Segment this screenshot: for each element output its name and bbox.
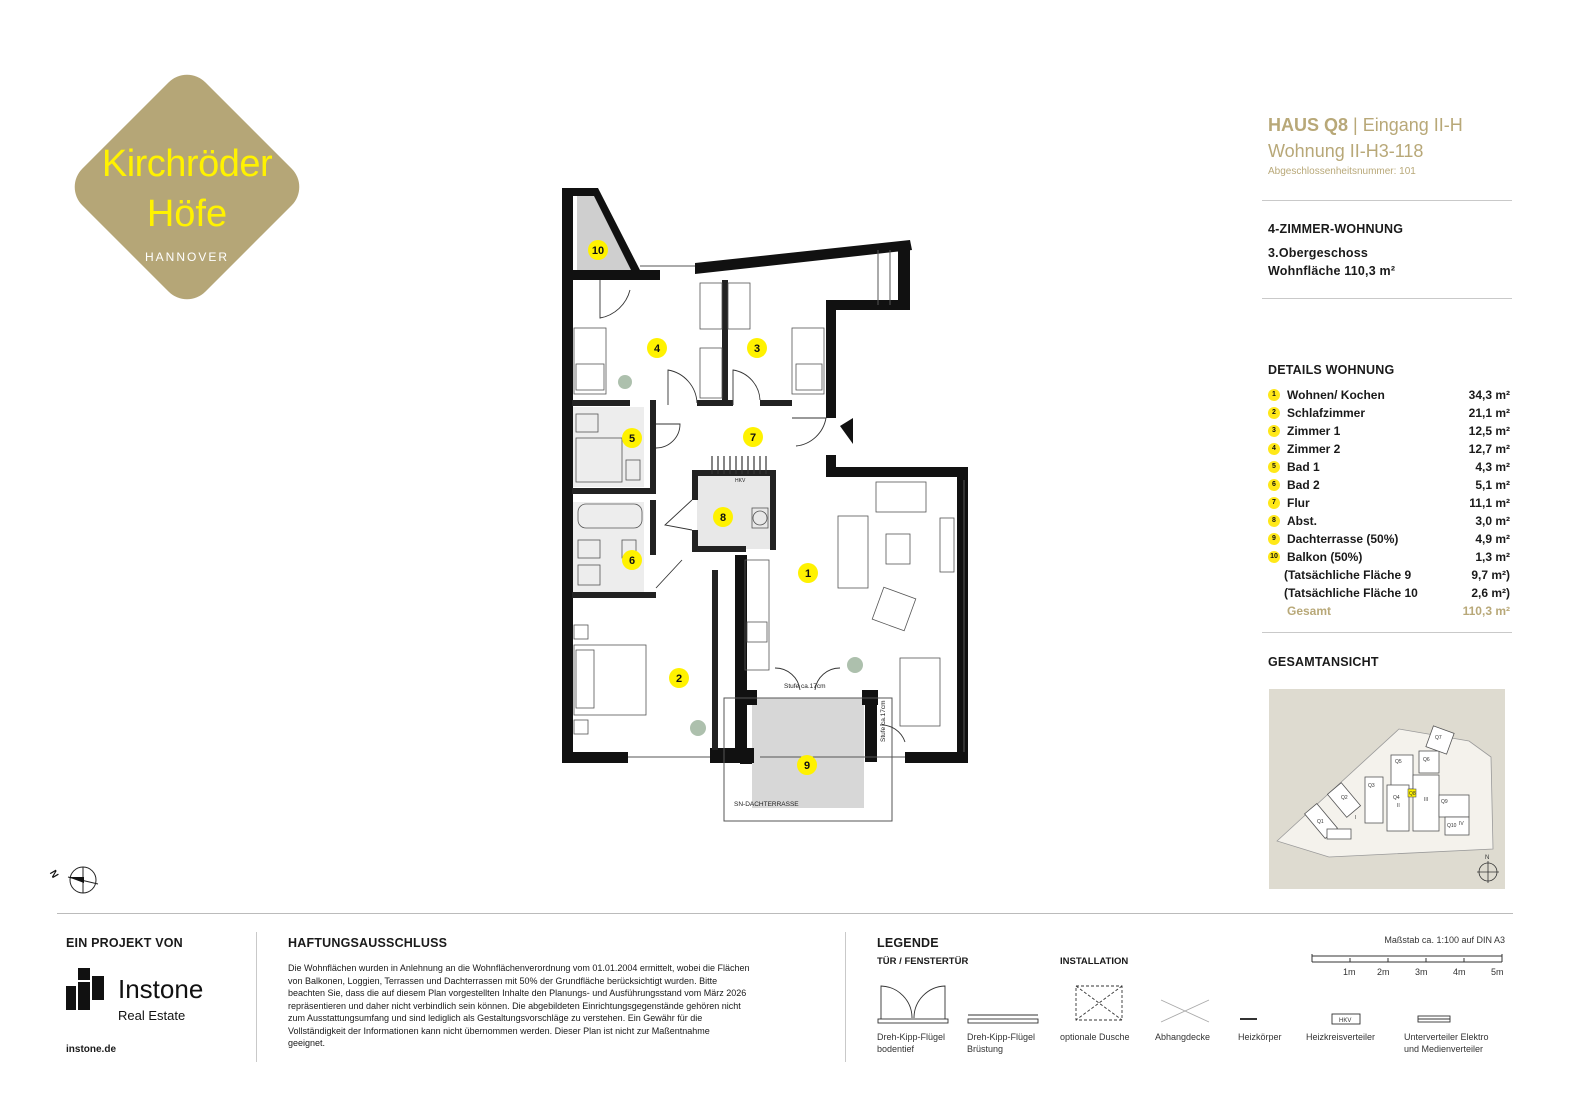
company-name: Instone [118, 974, 204, 1004]
legend-dusche: optionale Dusche [1060, 1032, 1130, 1042]
ceiling-icon [1161, 1000, 1209, 1022]
legend-unter-line1: Unterverteiler Elektro [1404, 1032, 1489, 1042]
room-row [1268, 550, 1510, 568]
legend-unter-line2: und Medienverteiler [1404, 1044, 1484, 1054]
footer-vdivider [845, 932, 846, 1062]
room-label: Schlafzimmer [1287, 406, 1366, 420]
svg-text:Q5: Q5 [1395, 759, 1402, 765]
header-title [1268, 115, 1463, 136]
actual-area-row [1268, 568, 1510, 586]
haus-label: HAUS Q8 [1268, 115, 1349, 135]
room-marker-number: 7 [749, 432, 757, 444]
instone-logo [66, 968, 266, 1028]
company-sub: Real Estate [118, 1008, 186, 1023]
door-parapet-icon [968, 1015, 1038, 1023]
room-area: 1,3 m² [1475, 550, 1510, 564]
room-area: 12,7 m² [1468, 442, 1510, 456]
svg-text:IV: IV [1459, 821, 1464, 827]
room-area: 12,5 m² [1468, 424, 1510, 438]
svg-text:Q7: Q7 [1435, 735, 1442, 741]
compass [48, 862, 104, 898]
haftung-line: zum Ausstattungsumfang und sind lediglich als Gestaltungsvorschläge zu verstehen. Ein Gewähr für die [288, 1013, 703, 1023]
room-area: 4,9 m² [1475, 532, 1510, 546]
svg-text:Q9: Q9 [1441, 799, 1448, 805]
room-label: Zimmer 1 [1287, 424, 1341, 438]
svg-text:Q6: Q6 [1423, 757, 1430, 763]
details-title: DETAILS WOHNUNG [1268, 363, 1395, 377]
haftung-line: Vollständigkeit der Informationen kann nicht übernommen werden. Dieser Plan ist nicht zur Maßentnahme [288, 1025, 710, 1036]
room-area: 5,1 m² [1475, 478, 1510, 492]
actual-area-value: 2,6 m²) [1471, 586, 1510, 600]
total-row [1268, 604, 1510, 622]
terrace-fill [752, 698, 864, 808]
room-number-badge: 3 [1268, 425, 1280, 437]
brand-name-line1: Kirchröder [101, 143, 273, 185]
brand-logo [52, 53, 322, 321]
hkv-label: HKV [735, 478, 746, 484]
legend-heiz: Heizkörper [1238, 1032, 1282, 1042]
divider [1262, 632, 1512, 633]
scale-mark-label: 1m [1343, 967, 1356, 977]
haftung-line: Die Wohnflächen wurden in Anlehnung an die Wohnflächenverordnung vom 01.01.2004 ermittelt, wobei die Flächen [288, 963, 750, 973]
svg-text:III: III [1424, 797, 1429, 803]
instone-logo-icon [66, 968, 108, 1010]
shower-icon [1076, 986, 1122, 1020]
haftung-line: repräsentieren und daher nicht verbindlich sein können. Die abgebildeten Einrichtungsgegenstände gehören nicht [288, 1000, 741, 1011]
total-label: Gesamt [1287, 604, 1332, 618]
legend-dk-brust [967, 1031, 1035, 1055]
legend-hkv: Heizkreisverteiler [1306, 1032, 1376, 1042]
room-row [1268, 478, 1510, 496]
room-row [1268, 406, 1510, 424]
room-marker-number: 1 [804, 568, 812, 580]
actual-area-label: (Tatsächliche Fläche 9 [1284, 568, 1412, 582]
entrance-arrow-icon [840, 418, 853, 444]
room-row [1268, 388, 1510, 406]
svg-text:I: I [1355, 815, 1357, 821]
room-area: 21,1 m² [1468, 406, 1510, 420]
tuer-title: TÜR / FENSTERTÜR [877, 956, 969, 967]
total-value: 110,3 m² [1462, 604, 1510, 618]
site-plan-icon [1269, 689, 1505, 889]
haftung-line: beachten Sie, dass die auf diesem Plan vorgestellten Inhalte den Planungs- und Ausführungsstand vom März 2026 [288, 988, 747, 998]
haftung-line: von Balkonen, Loggien, Terrassen und Dachterrassen mit 50% der Grundfläche berücksichtigt wurden. Bitte [288, 975, 718, 986]
logo-diamond-icon [52, 53, 322, 321]
door-floor-icon [878, 986, 948, 1023]
legend-icons [876, 982, 1506, 1026]
footer-divider [57, 913, 1513, 914]
floor-plan-drawing [540, 180, 980, 830]
room-number-badge: 8 [1268, 515, 1280, 527]
room-number-badge: 7 [1268, 497, 1280, 509]
room-marker-number: 4 [653, 343, 661, 355]
room-marker-number: 5 [628, 433, 636, 445]
room-label: Zimmer 2 [1287, 442, 1341, 456]
step-label-1: Stufe ca.17cm [784, 683, 826, 690]
actual-area-label: (Tatsächliche Fläche 10 [1284, 586, 1418, 600]
svg-text:II: II [1397, 803, 1400, 809]
brand-name-line2: Höfe [146, 193, 228, 235]
haftung-title: HAFTUNGSAUSSCHLUSS [288, 936, 448, 950]
room-row [1268, 514, 1510, 532]
room-number-badge: 6 [1268, 479, 1280, 491]
room-area: 3,0 m² [1475, 514, 1510, 528]
room-label: Abst. [1287, 514, 1317, 528]
room-marker-number: 6 [628, 555, 636, 567]
wohnung-label: Wohnung II-H3-118 [1268, 141, 1424, 161]
installation-title: INSTALLATION [1060, 956, 1129, 967]
svg-text:Q1: Q1 [1317, 819, 1324, 825]
room-number-badge: 10 [1268, 551, 1280, 563]
svg-text:Q8: Q8 [1409, 791, 1416, 797]
legend-dk-boden [877, 1031, 945, 1055]
hkv-symbol: HKV [1339, 1018, 1352, 1024]
compass-icon [48, 862, 104, 898]
room-row [1268, 424, 1510, 442]
room-marker-number: 8 [719, 512, 727, 524]
legende-title: LEGENDE [877, 936, 939, 950]
overview-title: GESAMTANSICHT [1268, 655, 1379, 669]
scale-mark-label: 5m [1491, 967, 1504, 977]
legend-dk-brust-line2: Brüstung [967, 1044, 1004, 1054]
actual-area-row [1268, 586, 1510, 604]
actual-area-value: 9,7 m²) [1471, 568, 1510, 582]
room-row [1268, 532, 1510, 550]
room-number-badge: 4 [1268, 443, 1280, 455]
legend-abhang: Abhangdecke [1155, 1032, 1211, 1042]
room-number-badge: 9 [1268, 533, 1280, 545]
divider [1262, 298, 1512, 299]
overview-north-label: N [1485, 855, 1490, 861]
terrace-label: SN-DACHTERRASSE [734, 801, 799, 808]
floor-plan [540, 180, 980, 830]
room-label: Balkon (50%) [1287, 550, 1363, 564]
room-label: Bad 2 [1287, 478, 1320, 492]
room-marker-number: 2 [675, 673, 683, 685]
step-label-2: Stufe ca.17cm [880, 700, 887, 742]
site-overview-map [1269, 689, 1505, 889]
scale-title: Maßstab ca. 1:100 auf DIN A3 [1384, 935, 1505, 945]
scale-mark-label: 3m [1415, 967, 1428, 977]
eingang-label: | Eingang II-H [1353, 115, 1463, 135]
apartment-area: Wohnfläche 110,3 m² [1268, 264, 1396, 278]
room-row [1268, 442, 1510, 460]
room-label: Dachterrasse (50%) [1287, 532, 1399, 546]
svg-text:Q4: Q4 [1393, 795, 1400, 801]
room-label: Wohnen/ Kochen [1287, 388, 1385, 402]
haftung-line: geeignet. [288, 1038, 326, 1048]
website-link[interactable]: instone.de [66, 1044, 117, 1055]
legend-dk-boden-line2: bodentief [877, 1044, 915, 1054]
projekt-title: EIN PROJEKT VON [66, 936, 183, 950]
room-marker-number: 9 [803, 760, 811, 772]
room-area: 34,3 m² [1468, 388, 1510, 402]
room-number-badge: 2 [1268, 407, 1280, 419]
room-label: Flur [1287, 496, 1310, 510]
svg-text:Q10: Q10 [1447, 823, 1457, 829]
room-area: 4,3 m² [1475, 460, 1510, 474]
scale-mark-label: 4m [1453, 967, 1466, 977]
room-area: 11,1 m² [1469, 496, 1510, 510]
scale-mark-label: 2m [1377, 967, 1390, 977]
svg-text:Q3: Q3 [1368, 783, 1375, 789]
scale-bar-icon [1308, 952, 1508, 966]
legend-dk-boden-line1: Dreh-Kipp-Flügel [877, 1032, 946, 1042]
brand-city: HANNOVER [144, 250, 229, 264]
room-marker-number: 10 [591, 245, 605, 257]
room-row [1268, 460, 1510, 478]
room-label: Bad 1 [1287, 460, 1320, 474]
room-number-badge: 1 [1268, 389, 1280, 401]
legend-dk-brust-line1: Dreh-Kipp-Flügel [967, 1032, 1036, 1042]
north-label: N [48, 868, 61, 881]
apartment-floor: 3.Obergeschoss [1268, 246, 1369, 260]
room-marker-number: 3 [753, 343, 761, 355]
divider [1262, 200, 1512, 201]
apartment-type: 4-ZIMMER-WOHNUNG [1268, 222, 1404, 236]
abgeschlossenheit-label: Abgeschlossenheitsnummer: 101 [1268, 166, 1416, 177]
room-row [1268, 496, 1510, 514]
svg-text:Q2: Q2 [1341, 795, 1348, 801]
legend-unterverteiler [1404, 1031, 1489, 1055]
haftung-text [288, 962, 828, 1050]
room-number-badge: 5 [1268, 461, 1280, 473]
